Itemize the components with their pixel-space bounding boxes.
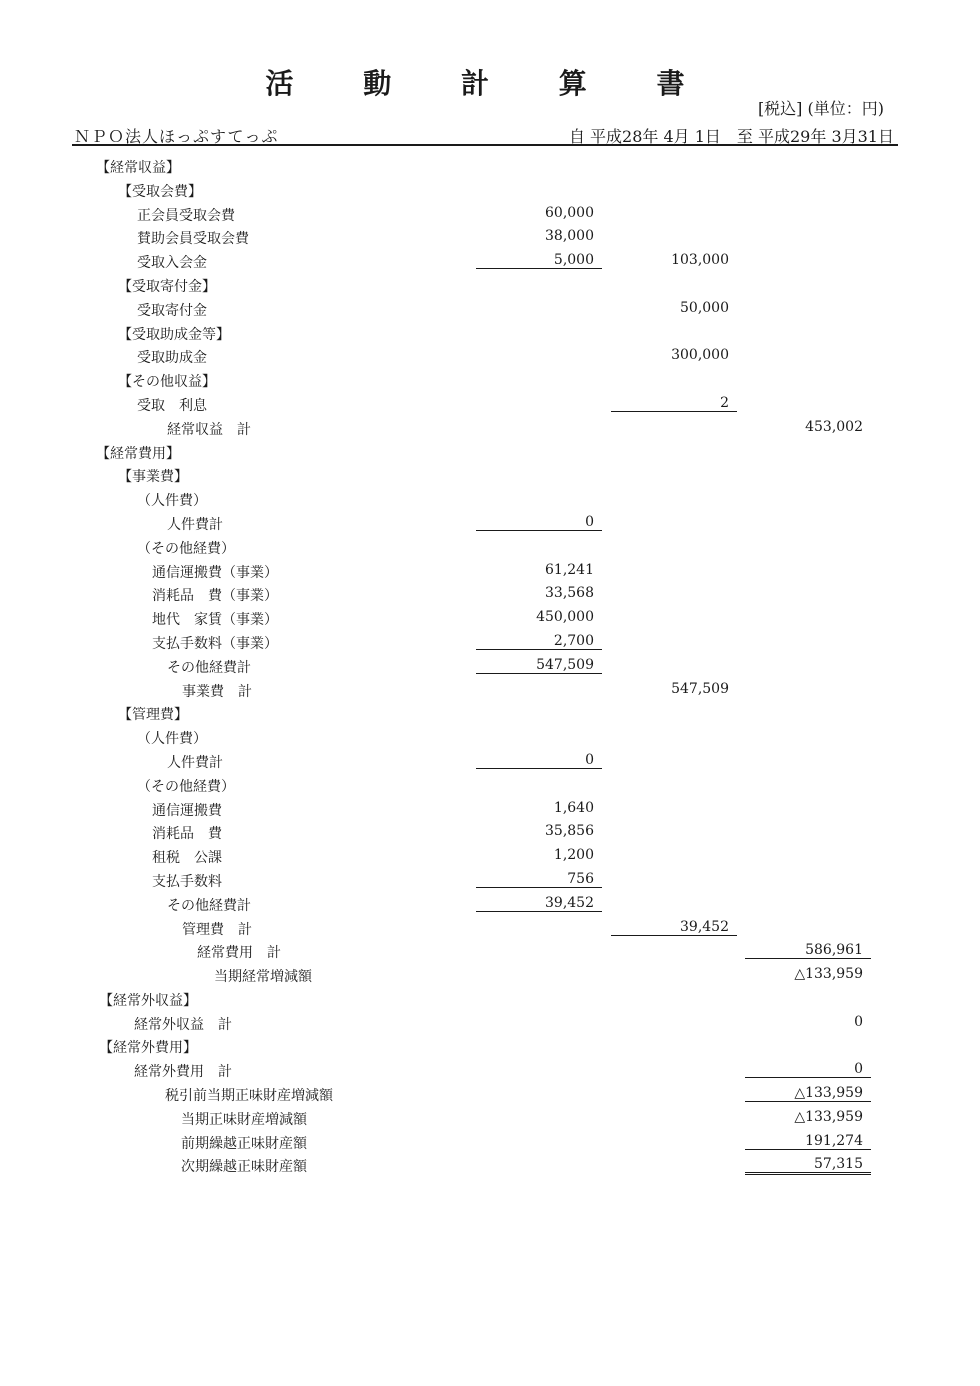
row-label: 租税 公課 [152,850,222,867]
statement-row [0,416,980,440]
row-label: 人件費計 [167,754,223,771]
amount-c2: 103,000 [671,252,729,269]
amount-c1: 35,856 [545,823,594,840]
amount-c1: 450,000 [536,609,594,626]
row-label: 人件費計 [167,516,223,533]
amount-c1: 61,241 [545,561,594,578]
row-label: 受取 利息 [137,397,207,414]
row-label: 通信運搬費（事業） [152,564,278,581]
row-label: 次期繰越正味財産額 [181,1159,307,1176]
row-label: 経常外費用 計 [134,1064,232,1081]
statement-row [0,368,980,392]
statement-row [0,511,980,535]
statement-row [0,487,980,511]
amount-c2: 2 [611,395,737,412]
row-label: 【受取会費】 [118,183,202,200]
amount-c2: 547,509 [671,680,729,697]
row-label: 【事業費】 [118,469,188,486]
statement-row [0,606,980,630]
amount-c2: 39,452 [611,919,737,936]
row-label: 支払手数料 [152,873,222,890]
statement-row [0,749,980,773]
header-rule [72,144,898,146]
amount-c1: 60,000 [545,204,594,221]
row-label: 経常外収益 計 [134,1016,232,1033]
amount-c1: 2,700 [476,633,602,650]
statement-row [0,154,980,178]
row-label: 事業費 計 [182,683,252,700]
statement-row [0,463,980,487]
statement-row [0,1082,980,1106]
statement-row [0,440,980,464]
row-label: （人件費） [137,731,207,748]
statement-row [0,1034,980,1058]
statement-row [0,916,980,940]
amount-c2: 300,000 [671,347,729,364]
statement-row [0,797,980,821]
amount-c3: △133,959 [794,1108,863,1125]
statement-row [0,844,980,868]
statement-row [0,630,980,654]
row-label: 当期経常増減額 [214,969,312,986]
amount-c1: 39,452 [476,895,602,912]
statement-row [0,344,980,368]
row-label: 【経常外収益】 [99,992,197,1009]
amount-c3: △133,959 [745,1085,871,1102]
row-label: 前期繰越正味財産額 [181,1135,307,1152]
amount-c1: 1,200 [553,847,594,864]
row-label: 【経常費用】 [96,445,180,462]
amount-c1: 5,000 [476,252,602,269]
statement-row [0,1011,980,1035]
statement-row [0,225,980,249]
statement-row [0,535,980,559]
statement-row [0,582,980,606]
amount-c1: 0 [476,752,602,769]
amount-c2: 50,000 [680,299,729,316]
tax-unit-note: [税込] (単位：円) [757,99,884,118]
statement-row [0,963,980,987]
statement-row [0,773,980,797]
amount-c3: △133,959 [794,966,863,983]
amount-c1: 1,640 [553,799,594,816]
row-label: （その他経費） [137,778,235,795]
amount-c1: 0 [476,514,602,531]
row-label: 【受取寄付金】 [118,278,216,295]
statement-row [0,273,980,297]
row-label: （その他経費） [137,540,235,557]
row-label: 地代 家賃（事業） [152,612,278,629]
row-label: 【経常外費用】 [99,1040,197,1057]
amount-c3: 586,961 [745,942,871,959]
statement-table [0,154,980,1177]
statement-row [0,297,980,321]
row-label: 賛助会員受取会費 [137,231,249,248]
row-label: 正会員受取会費 [137,207,235,224]
row-label: 通信運搬費 [152,802,222,819]
statement-row [0,1153,980,1177]
statement-row [0,892,980,916]
row-label: その他経費計 [167,659,251,676]
amount-c1: 33,568 [545,585,594,602]
statement-row [0,725,980,749]
row-label: 【経常収益】 [96,160,180,176]
statement-row [0,678,980,702]
row-label: 経常費用 計 [197,945,281,962]
statement-row [0,1130,980,1154]
row-label: 受取寄付金 [137,302,207,319]
statement-row [0,178,980,202]
row-label: 支払手数料（事業） [152,635,278,652]
row-label: その他経費計 [167,897,251,914]
statement-row [0,321,980,345]
fiscal-period: 自 平成28年 4月 1日 至 平成29年 3月31日 [568,127,894,146]
statement-row [0,249,980,273]
row-label: 税引前当期正味財産増減額 [165,1088,333,1105]
amount-c3: 191,274 [745,1133,871,1150]
statement-row [0,559,980,583]
amount-c1: 547,509 [476,657,602,674]
row-label: 経常収益 計 [167,421,251,438]
amount-c3: 0 [745,1061,871,1078]
row-label: 管理費 計 [182,921,252,938]
amount-c3: 453,002 [805,418,863,435]
statement-row [0,939,980,963]
row-label: 受取入会金 [137,255,207,272]
statement-row [0,868,980,892]
amount-c1: 38,000 [545,228,594,245]
statement-row [0,987,980,1011]
row-label: 消耗品 費（事業） [152,588,278,605]
amount-c3: 57,315 [745,1156,871,1175]
statement-row [0,392,980,416]
statement-row [0,202,980,226]
statement-row [0,1106,980,1130]
row-label: 受取助成金 [137,350,207,367]
statement-row [0,701,980,725]
statement-row [0,820,980,844]
organization-name: ＮＰＯ法人ほっぷすてっぷ [74,127,279,146]
row-label: （人件費） [137,493,207,510]
document-title: 活 動 計 算 書 [265,67,715,100]
amount-c1: 756 [476,871,602,888]
row-label: 【管理費】 [118,707,188,724]
row-label: 消耗品 費 [152,826,222,843]
amount-c3: 0 [854,1013,863,1030]
statement-row [0,654,980,678]
row-label: 【受取助成金等】 [118,326,230,343]
row-label: 【その他収益】 [118,374,216,391]
row-label: 当期正味財産増減額 [181,1111,307,1128]
statement-row [0,1058,980,1082]
